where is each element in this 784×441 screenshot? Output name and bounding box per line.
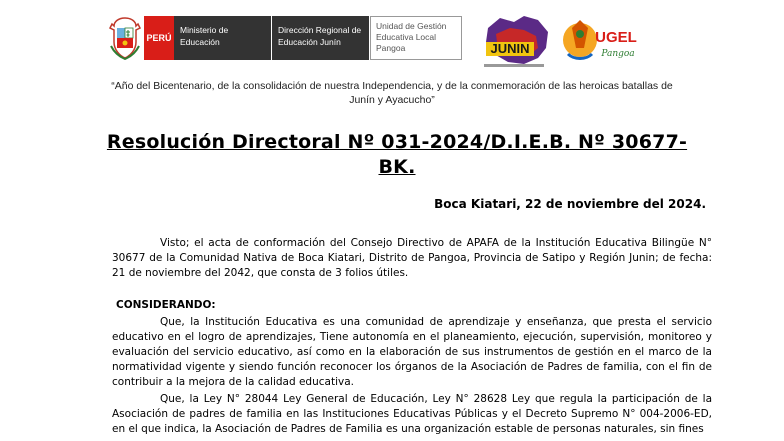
- ministry-name: Ministerio de Educación: [174, 16, 272, 60]
- junin-wordmark: JUNIN: [490, 41, 530, 56]
- peru-label: PERÚ: [144, 16, 174, 60]
- resolution-title: Resolución Directoral Nº 031-2024/D.I.E.B. Nº 30677-BK.: [106, 131, 688, 178]
- considerando-paragraph-2: Que, la Ley N° 28044 Ley General de Educación, Ley N° 28628 Ley que regula la participación de la Asociación de padres de familia en las Instituciones Educativas Públicas y el Decreto Supremo N° 004-2006-ED, en el que indica, la Asociación de Padres de Familia es una organización estable de personas naturales, sin fines: [112, 393, 712, 435]
- ugel-pangoa-logo: [560, 14, 640, 72]
- peru-coat-of-arms-icon: [108, 16, 142, 60]
- ugel-unit-name: Unidad de Gestión Educativa Local Pangoa: [370, 16, 462, 60]
- visto-paragraph: Visto; el acta de conformación del Consejo Directivo de APAFA de la Institución Educativa Bilingüe N° 30677 de la Comunidad Nativa de Boca Kiatari, Distrito de Pangoa, Provincia de Satipo y Región Junin; de fecha: 21 de noviembre del 2042, que consta de 3 folios útiles.: [112, 237, 712, 279]
- junin-region-logo: [480, 14, 554, 72]
- ministry-banner: [144, 16, 462, 60]
- regional-directorate: Dirección Regional de Educación Junín: [272, 16, 370, 60]
- ugel-subtitle: Pangoa: [601, 49, 635, 59]
- considerando-paragraph-1: Que, la Institución Educativa es una comunidad de aprendizaje y enseñanza, que presta el servicio educativo en el logro de aprendizajes, Tiene autonomía en el planeamiento, ejecución, supervisión, monitoreo y evaluación del servicio educativo, así como en la elaboración de sus instrumentos de gestión en el marco de la normatividad vigente y siendo función reconocer los órganos de la Asociación de Padres de familia, con el fin de contribuir a la mejora de la calidad educativa.: [112, 316, 712, 388]
- ugel-wordmark: UGEL: [595, 29, 637, 46]
- letterhead: [108, 14, 668, 74]
- considerando-heading: CONSIDERANDO:: [116, 299, 216, 311]
- year-motto: “Año del Bicentenario, de la consolidación de nuestra Independencia, y de la conmemoración de las heroicas batallas de Junín y Ayacucho”: [111, 80, 673, 106]
- resolution-date: Boca Kiatari, 22 de noviembre del 2024.: [434, 197, 706, 211]
